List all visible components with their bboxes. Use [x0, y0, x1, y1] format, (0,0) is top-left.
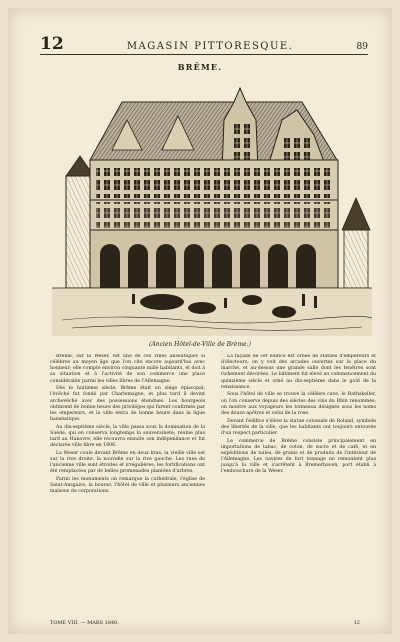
- signature-mark: 12: [353, 620, 360, 626]
- text-column-left: [50, 354, 205, 620]
- article-body: [50, 354, 376, 620]
- paragraph: La Weser coule devant Brême en deux bras; la vieille ville est sur la rive droite, la nouvelle sur la rive gauche. Les rues de l'ancienne ville sont étroites et irrégulières; les fortifications ont été remplacées par de belles promenades plantées d'arbres.: [50, 450, 205, 475]
- paragraph: La façade de cet édifice est ornée de statues d'empereurs et d'électeurs; on y voit des arcades ouvertes sur la place du marché, et au-dessus une grande salle dont les fenêtres sont richement décorées. Le bâtiment fut élevé au commencement du quinzième siècle et orné au dix-septième dans le goût de la renaissance.: [221, 354, 376, 390]
- paragraph: Brême, sur la Weser, est une de ces villes anséatiques si célèbres au moyen âge que l'on cite encore aujourd'hui avec honneur; elle compte environ cinquante mille habitants, et doit à sa situation et à l'activité de son commerce une place considérable parmi les villes libres de l'Allemagne.: [50, 354, 205, 384]
- page-footer: [50, 620, 360, 626]
- text-column-right: [221, 354, 376, 620]
- paragraph: Dès le huitième siècle, Brême était un siège épiscopal; l'évêché fut fondé par Charlemagne, et plus tard il devint archevêché avec des possessions étendues. Les bourgeois obtinrent de bonne heure des priviléges qui furent confirmés par les empereurs, et la ville entra de bonne heure dans la ligue hanséatique.: [50, 386, 205, 423]
- paragraph: Au dix-septième siècle, la ville passa sous la domination de la Suède, qui en conserva longtemps la souveraineté; réunie plus tard au Hanovre, elle recouvra ensuite son indépendance et fut déclarée ville libre en 1806.: [50, 424, 205, 449]
- paragraph: Le commerce de Brême consiste principalement en importations de tabac, de coton, de sucre et de café, et en expéditions de toiles, de grains et de produits de l'intérieur de l'Allemagne. Les navires de fort tonnage ne remontent plus jusqu'à la ville et s'arrêtent à Bremerhaven, port établi à l'embouchure de la Weser.: [221, 438, 376, 475]
- issue-number: 12: [40, 34, 64, 54]
- paragraph: Sous l'hôtel de ville se trouve la célèbre cave, le Rathskeller, où l'on conserve depuis des siècles des vins du Rhin renommés; on montre aux voyageurs les tonneaux désignés sous les noms des douze apôtres et celui de la rose.: [221, 392, 376, 416]
- page-number: 89: [356, 42, 368, 52]
- magazine-title: MAGASIN PITTORESQUE.: [126, 41, 294, 52]
- town-hall-engraving: [52, 80, 372, 336]
- illustration-caption: (Ancien Hôtel-de-Ville de Brème.): [149, 341, 251, 348]
- paragraph: Devant l'édifice s'élève la statue colossale de Roland, symbole des libertés de la ville, que les habitants ont toujours entourée d'un respect particulier.: [221, 418, 376, 436]
- page-header: [40, 34, 368, 55]
- article-title: BRÊME.: [177, 62, 223, 72]
- volume-line: TOME VIII. — MARS 1840.: [50, 620, 119, 626]
- magazine-page: [8, 8, 392, 634]
- paragraph: Parmi les monuments on remarque la cathédrale, l'église de Saint-Ansgaire, la bourse, l'hôtel de ville et plusieurs anciennes maisons de corporations.: [50, 476, 205, 495]
